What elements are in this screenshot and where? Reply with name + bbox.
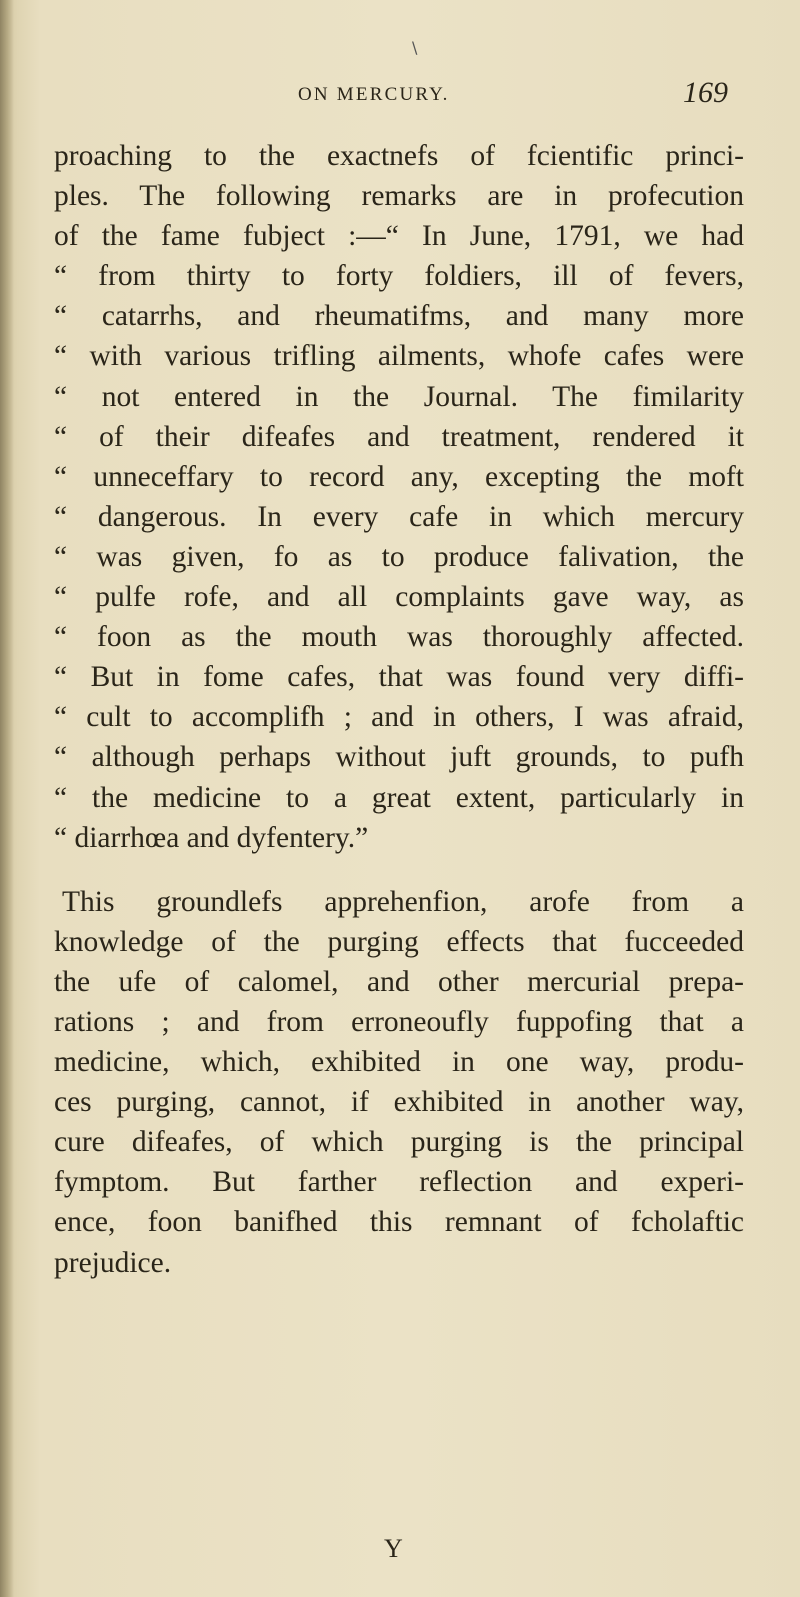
text-line: “ dangerous. In every cafe in which mercury	[54, 500, 744, 533]
page-number: 169	[683, 76, 728, 109]
paragraph-1	[54, 136, 744, 858]
text-line: knowledge of the purging effects that fucceeded	[54, 925, 744, 958]
text-line: medicine, which, exhibited in one way, produ-	[54, 1046, 744, 1079]
text-line: “ not entered in the Journal. The fimilarity	[54, 380, 744, 413]
text-line: ples. The following remarks are in profecution	[54, 180, 744, 213]
text-line: “ pulfe rofe, and all complaints gave way, as	[54, 581, 744, 614]
running-head	[0, 72, 800, 112]
text-line: “ diarrhœa and dyfentery.”	[54, 821, 369, 854]
text-line: ence, foon banifhed this remnant of fcholaftic	[54, 1206, 744, 1239]
text-line: “ although perhaps without juft grounds, to pufh	[54, 741, 744, 774]
corner-mark: \	[412, 38, 418, 57]
text-line: “ the medicine to a great extent, particularly in	[54, 781, 744, 814]
text-line: rations ; and from erroneoufly fuppofing that a	[54, 1005, 744, 1038]
text-line: “ cult to accomplifh ; and in others, I was afraid,	[54, 701, 744, 734]
text-line: fymptom. But farther reflection and experi-	[54, 1166, 744, 1199]
text-line: “ with various trifling ailments, whofe cafes were	[54, 340, 744, 373]
text-line: “ of their difeafes and treatment, rendered it	[54, 420, 744, 453]
paragraph-gap	[54, 858, 744, 882]
text-line: “ was given, fo as to produce falivation, the	[54, 540, 744, 573]
signature-mark: Y	[384, 1534, 403, 1563]
text-line: This groundlefs apprehenfion, arofe from a	[62, 885, 744, 918]
text-line: “ catarrhs, and rheumatifms, and many more	[54, 300, 744, 333]
body-text	[54, 136, 744, 1283]
text-line: “ unneceffary to record any, excepting the moft	[54, 460, 744, 493]
text-line: cure difeafes, of which purging is the principal	[54, 1126, 744, 1159]
text-line: the ufe of calomel, and other mercurial prepa-	[54, 965, 744, 998]
text-line: of the fame fubject :—“ In June, 1791, we had	[54, 220, 744, 253]
text-line: ces purging, cannot, if exhibited in another way,	[54, 1086, 744, 1119]
text-line: prejudice.	[54, 1246, 172, 1279]
text-line: “ But in fome cafes, that was found very diffi-	[54, 661, 744, 694]
binding-edge	[0, 0, 14, 1597]
running-head-title: ON MERCURY.	[298, 84, 450, 105]
paragraph-2	[54, 882, 744, 1283]
text-line: “ foon as the mouth was thoroughly affected.	[54, 621, 744, 654]
text-line: proaching to the exactnefs of fcientific princi-	[54, 140, 744, 172]
text-line: “ from thirty to forty foldiers, ill of fevers,	[54, 260, 744, 293]
